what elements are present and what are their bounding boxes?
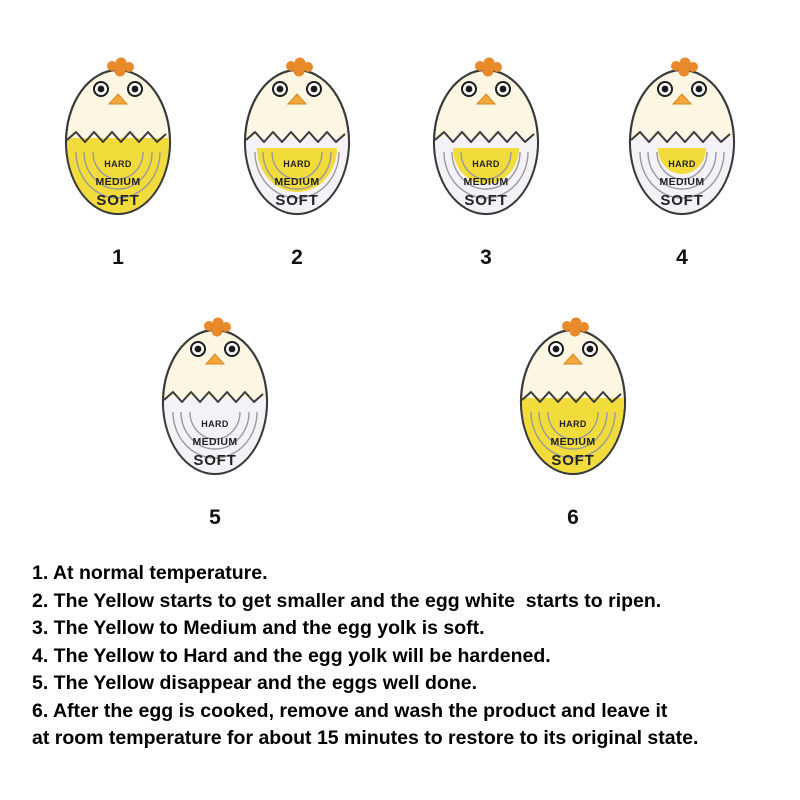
egg-illustration-3 <box>416 42 556 242</box>
egg-caption-2: 2 <box>291 246 303 269</box>
instruction-line-3: 3. The Yellow to Medium and the egg yolk is soft. <box>32 617 485 639</box>
egg-illustration-4 <box>612 42 752 242</box>
label-hard: HARD <box>283 159 311 169</box>
instruction-line-1: 1. At normal temperature. <box>32 562 268 584</box>
egg-caption-4: 4 <box>676 246 688 269</box>
label-medium: MEDIUM <box>550 436 596 448</box>
egg-svg-1 <box>48 42 188 242</box>
instructions-block <box>32 560 772 753</box>
egg-svg-4 <box>612 42 752 242</box>
egg-item-1 <box>48 42 188 270</box>
egg-svg-6 <box>503 302 643 502</box>
instruction-line-2: 2. The Yellow starts to get smaller and the egg white starts to ripen. <box>32 589 662 612</box>
egg-caption-1: 1 <box>112 246 124 269</box>
egg-illustration-1 <box>48 42 188 242</box>
egg-illustration-6 <box>503 302 643 502</box>
label-medium: MEDIUM <box>659 176 705 188</box>
egg-item-2 <box>227 42 367 270</box>
label-hard: HARD <box>559 419 587 429</box>
egg-item-3 <box>416 42 556 270</box>
instruction-line-4: 4. The Yellow to Hard and the egg yolk will be hardened. <box>32 644 551 667</box>
egg-caption-6: 6 <box>567 506 579 529</box>
label-medium: MEDIUM <box>95 176 141 188</box>
label-soft: SOFT <box>96 192 140 209</box>
egg-item-5 <box>145 302 285 530</box>
egg-item-4 <box>612 42 752 270</box>
label-soft: SOFT <box>551 452 595 469</box>
label-hard: HARD <box>668 159 696 169</box>
egg-svg-5 <box>145 302 285 502</box>
instruction-line-6-cont: at room temperature for about 15 minutes to restore to its original state. <box>32 727 699 749</box>
egg-item-6 <box>503 302 643 530</box>
egg-illustration-5 <box>145 302 285 502</box>
label-hard: HARD <box>104 159 132 169</box>
label-medium: MEDIUM <box>274 176 320 188</box>
instruction-line-5: 5. The Yellow disappear and the eggs well done. <box>32 672 478 694</box>
egg-illustration-2 <box>227 42 367 242</box>
label-soft: SOFT <box>464 192 508 209</box>
egg-caption-3: 3 <box>480 246 492 269</box>
label-soft: SOFT <box>275 192 319 209</box>
label-hard: HARD <box>201 419 229 429</box>
label-soft: SOFT <box>660 192 704 209</box>
label-medium: MEDIUM <box>192 436 238 448</box>
egg-svg-3 <box>416 42 556 242</box>
egg-caption-5: 5 <box>209 506 221 529</box>
label-medium: MEDIUM <box>463 176 509 188</box>
label-soft: SOFT <box>193 452 237 469</box>
label-hard: HARD <box>472 159 500 169</box>
egg-svg-2 <box>227 42 367 242</box>
instruction-line-6: 6. After the egg is cooked, remove and wash the product and leave it <box>32 699 668 722</box>
